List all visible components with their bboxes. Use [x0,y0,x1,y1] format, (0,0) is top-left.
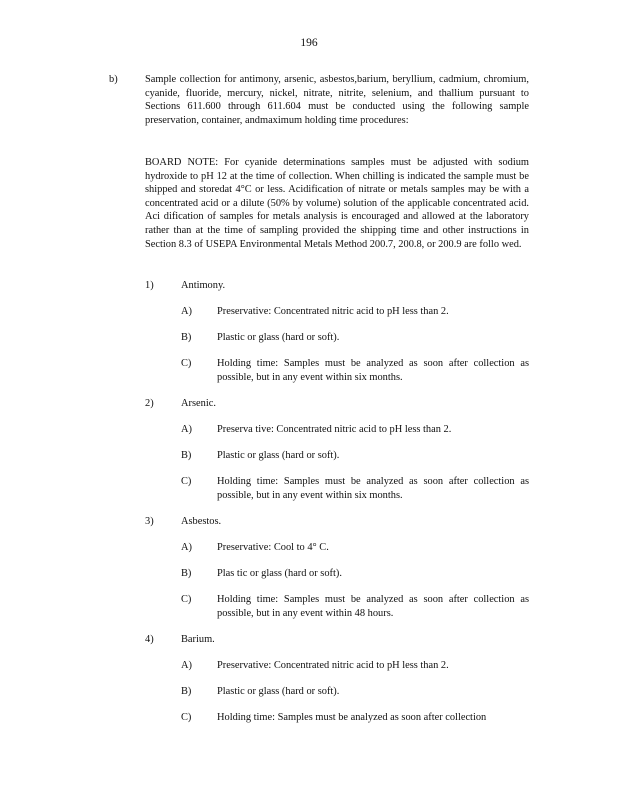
sub-letter: C) [181,712,192,723]
item-number: 4) [145,634,154,645]
page-number: 196 [300,37,318,49]
sub-text: Preservative: Concentrated nitric acid to pH less than 2. [217,306,449,317]
sub-text: Plastic or glass (hard or soft). [217,332,340,343]
sub-text: Preservative: Concentrated nitric acid to pH less than 2. [217,660,449,671]
intro-paragraph: Sample collection for antimony, arsenic, asbestos,barium, beryllium, cadmium, chromium, cyanide, fluoride, mercury, nickel, nitrate, nitrite, selenium, and thallium pursuant to Sections 611.600 through 611.604 must be conducted using the following sample preservation, container, andmaximum holding time procedures: [145,74,529,126]
sub-letter: C) [181,594,192,605]
section-label: b) [109,74,118,85]
sub-letter: B) [181,568,192,579]
item-number: 3) [145,516,154,527]
item-title: Asbestos. [181,516,222,527]
sub-text: Holding time: Samples must be analyzed as soon after collection as possible, but in any event within six months. [217,358,529,383]
sub-letter: B) [181,686,192,697]
sub-letter: A) [181,424,192,435]
item-number: 1) [145,280,154,291]
board-note-paragraph: BOARD NOTE: For cyanide determinations samples must be adjusted with sodium hydroxide to pH 12 at the time of collection. When chilling is indicated the sample must be shipped and storedat 4°C or less. Acidification of nitrate or metals samples may be with a concentrated acid or a dilute (50% by volume) solution of the applicable concentrated acid. Aci dification of samples for metals analysis is encouraged and allowed at the laboratory rather than at the time of sampling provided the shipping time and other instructions in Section 8.3 of USEPA Environmental Metals Method 200.7, 200.8, or 200.9 are follo wed. [145,157,529,250]
item-title: Barium. [181,634,215,645]
item-title: Arsenic. [181,398,216,409]
sub-text: Plastic or glass (hard or soft). [217,450,340,461]
sub-text: Plastic or glass (hard or soft). [217,686,340,697]
sub-text: Preserva tive: Concentrated nitric acid to pH less than 2. [217,424,452,435]
sub-text: Preservative: Cool to 4° C. [217,542,329,553]
sub-letter: C) [181,476,192,487]
sub-text: Holding time: Samples must be analyzed as soon after collection [217,712,487,723]
sub-text: Plas tic or glass (hard or soft). [217,568,342,579]
sub-text: Holding time: Samples must be analyzed as soon after collection as possible, but in any event within six months. [217,476,529,501]
item-title: Antimony. [181,280,226,291]
sub-letter: B) [181,450,192,461]
sub-text: Holding time: Samples must be analyzed as soon after collection as possible, but in any event within 48 hours. [217,594,529,619]
sub-letter: A) [181,542,192,553]
sub-letter: A) [181,660,192,671]
sub-letter: A) [181,306,192,317]
item-number: 2) [145,398,154,409]
sub-letter: B) [181,332,192,343]
sub-letter: C) [181,358,192,369]
